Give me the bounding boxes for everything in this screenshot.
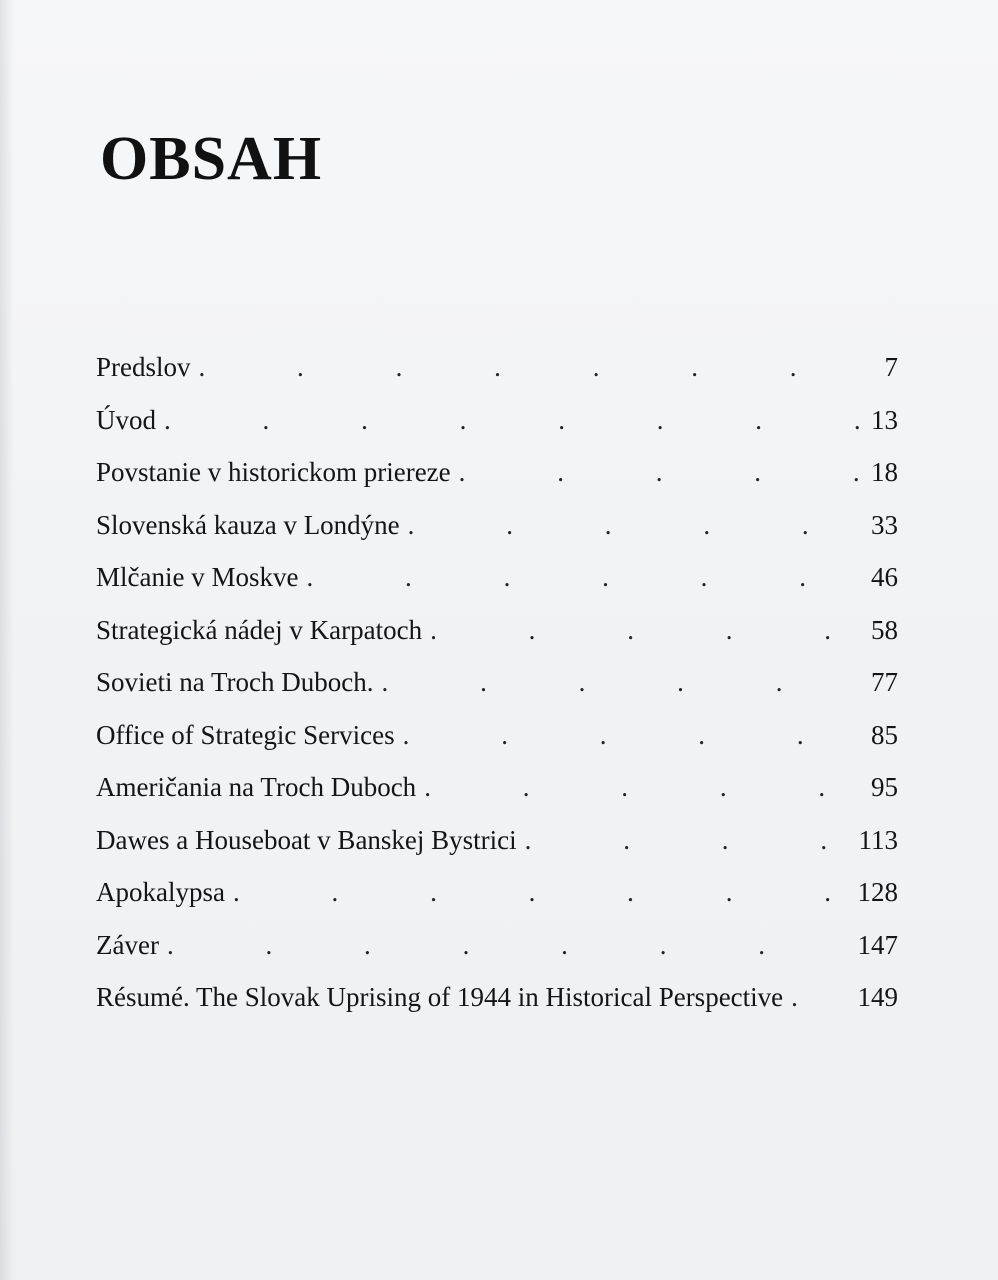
toc-entry-page: 46 <box>871 562 898 592</box>
toc-entry-page: 147 <box>857 929 898 960</box>
toc-entry-page: 33 <box>871 509 898 540</box>
toc-entry <box>96 399 898 452</box>
toc-dot-leader <box>395 714 863 756</box>
toc-entry <box>96 871 898 924</box>
toc-entry <box>96 819 898 872</box>
toc-dot-leader <box>451 451 863 493</box>
toc-entry-label: Záver <box>96 929 159 960</box>
toc-entry-label: Office of Strategic Services <box>96 719 395 750</box>
toc-entry-label: Sovieti na Troch Duboch. <box>96 667 374 697</box>
toc-dot-leader <box>374 661 863 703</box>
toc-entry-page: 13 <box>871 404 898 435</box>
toc-entry <box>96 609 898 662</box>
toc-dot-leader <box>298 556 863 598</box>
toc-entry <box>96 451 898 504</box>
toc-entry-label: Apokalypsa <box>96 877 225 907</box>
toc-entry-label: Mlčanie v Moskve <box>96 562 299 592</box>
toc-dot-leader <box>400 504 863 546</box>
toc-dot-leader <box>159 924 850 966</box>
toc-entry-page: 58 <box>871 614 898 645</box>
table-of-contents <box>96 346 898 1029</box>
toc-entry-label: Slovenská kauza v Londýne <box>96 509 400 540</box>
toc-dot-leader <box>225 871 850 913</box>
toc-entry <box>96 714 898 767</box>
toc-entry <box>96 504 898 557</box>
toc-entry-label: Povstanie v historickom priereze <box>96 457 451 487</box>
toc-dot-leader <box>416 766 863 808</box>
toc-dot-leader <box>191 346 877 388</box>
contents-title: OBSAH <box>100 125 323 193</box>
toc-dot-leader <box>422 609 863 651</box>
toc-entry-page: 95 <box>871 772 898 802</box>
toc-dot-leader <box>783 976 849 1018</box>
toc-entry-page: 85 <box>871 719 898 750</box>
toc-entry-page: 113 <box>858 824 898 855</box>
toc-entry-page: 149 <box>857 982 898 1012</box>
toc-entry-page: 77 <box>871 667 898 697</box>
toc-entry <box>96 556 898 609</box>
toc-dot-leader <box>517 819 851 861</box>
toc-entry <box>96 924 898 977</box>
toc-entry-label: Predslov <box>96 352 191 382</box>
page-edge-shadow <box>0 0 14 1280</box>
toc-entry-label: Úvod <box>96 404 156 435</box>
toc-entry <box>96 976 898 1029</box>
toc-entry-label: Američania na Troch Duboch <box>96 772 417 802</box>
toc-entry <box>96 661 898 714</box>
toc-entry-label: Dawes a Houseboat v Banskej Bystrici <box>96 824 517 855</box>
toc-entry-page: 7 <box>884 352 898 382</box>
toc-entry-page: 128 <box>857 877 898 907</box>
toc-dot-leader <box>156 399 863 441</box>
toc-entry-label: Résumé. The Slovak Uprising of 1944 in Historical Perspective <box>96 982 784 1012</box>
toc-entry <box>96 766 898 819</box>
toc-entry <box>96 346 898 399</box>
toc-entry-label: Strategická nádej v Karpatoch <box>96 614 423 645</box>
toc-entry-page: 18 <box>871 457 898 487</box>
